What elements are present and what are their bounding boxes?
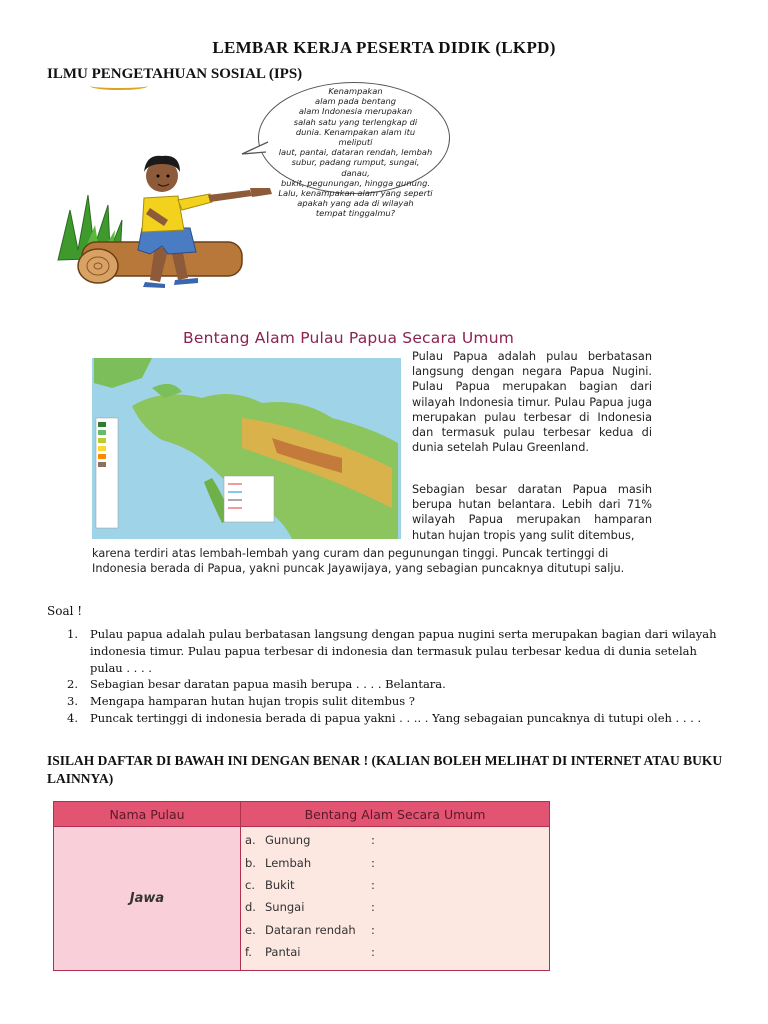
feature-colon: : — [371, 877, 375, 892]
book-excerpt-paragraph-2b: karena terdiri atas lembah-lembah yang curam dan pegunungan tinggi. Puncak tertinggi di Indonesia berada di Papua, yakni puncak Jayawijaya, yang sebagian puncaknya ditutupi salju. — [92, 547, 625, 576]
table-instruction: ISILAH DAFTAR DI BAWAH INI DENGAN BENAR ! (KALIAN BOLEH MELIHAT DI INTERNET ATAU BUKU LAINNYA) — [47, 753, 723, 786]
feature-letter: f. — [245, 945, 252, 960]
bubble-line: apakah yang ada di wilayah — [297, 198, 414, 209]
feature-colon: : — [371, 900, 375, 915]
speech-bubble-text — [278, 86, 433, 219]
boy-sitting-on-log-illustration — [50, 150, 285, 300]
question-number: 3. — [67, 694, 78, 709]
bubble-line: bukit, pegunungan, hingga gunung. — [281, 177, 430, 188]
feature-row[interactable] — [245, 941, 549, 963]
bubble-line: Kenampakan — [328, 86, 383, 96]
question-number: 1. — [67, 627, 78, 641]
feature-colon: : — [371, 833, 375, 848]
feature-row[interactable] — [245, 851, 549, 873]
feature-name: Gunung — [265, 833, 311, 848]
table-header-landscape: Bentang Alam Secara Umum — [241, 802, 550, 827]
feature-name: Dataran rendah — [265, 922, 356, 937]
feature-letter: d. — [245, 900, 256, 915]
handwritten-underline — [90, 82, 148, 90]
bubble-line: dunia. Kenampakan alam itu meliputi — [295, 126, 416, 148]
landscape-table — [53, 801, 550, 971]
feature-row[interactable] — [245, 829, 549, 851]
question-item — [47, 626, 727, 676]
island-name-cell: Jawa — [54, 827, 241, 971]
papua-map-image — [92, 358, 401, 539]
question-text: Puncak tertinggi di indonesia berada di papua yakni . . .. . Yang sebagaian puncaknya di tutupi oleh . . . . — [90, 710, 702, 725]
feature-name: Sungai — [265, 900, 305, 915]
book-excerpt-heading: Bentang Alam Pulau Papua Secara Umum — [183, 329, 515, 347]
question-item — [47, 710, 727, 727]
questions-label: Soal ! — [47, 604, 83, 618]
bubble-line: laut, pantai, dataran rendah, lembah — [278, 147, 433, 158]
question-item — [47, 676, 727, 693]
bubble-line: tempat tinggalmu? — [315, 208, 396, 219]
question-list — [47, 626, 727, 727]
bubble-line: Lalu, kenampakan alam yang seperti — [278, 188, 433, 199]
feature-letter: c. — [245, 877, 255, 892]
feature-colon: : — [371, 945, 375, 960]
feature-name: Bukit — [265, 877, 295, 892]
question-number: 2. — [67, 677, 78, 692]
question-item — [47, 693, 727, 710]
feature-row[interactable] — [245, 919, 549, 941]
question-text: Sebagian besar daratan papua masih berupa . . . . Belantara. — [90, 677, 446, 692]
feature-letter: e. — [245, 922, 256, 937]
feature-row[interactable] — [245, 874, 549, 896]
book-excerpt-paragraph-1: Pulau Papua adalah pulau berbatasan langsung dengan negara Papua Nugini. Pulau Papua merupakan bagian dari wilayah Indonesia timur. Pulau Papua juga merupakan pulau terbesar di Indonesia dan termasuk pulau terbesar kedua di dunia setelah Pulau Greenland. — [412, 350, 652, 455]
book-excerpt-paragraph-2a: Sebagian besar daratan Papua masih berupa hutan belantara. Lebih dari 71% wilayah Papua merupakan hamparan hutan hujan tropis yang sulit ditembus, — [412, 483, 652, 542]
question-text: Pulau papua adalah pulau berbatasan langsung dengan papua nugini serta merupakan bagian dari wilayah indonesia timur. Pulau papua terbesar di indonesia dan termasuk pulau terbesar kedua di dunia setelah pulau . . . . — [90, 627, 717, 675]
feature-name: Pantai — [265, 945, 301, 960]
subject-label: ILMU PENGETAHUAN SOSIAL (IPS) — [47, 66, 303, 82]
feature-letter: b. — [245, 855, 256, 870]
feature-row[interactable] — [245, 896, 549, 918]
feature-colon: : — [371, 922, 375, 937]
landscape-features-cell[interactable] — [241, 827, 550, 971]
question-number: 4. — [67, 710, 78, 725]
bubble-line: alam Indonesia merupakan — [298, 106, 413, 117]
page-title: LEMBAR KERJA PESERTA DIDIK (LKPD) — [212, 38, 556, 57]
question-text: Mengapa hamparan hutan hujan tropis sulit ditembus ? — [90, 694, 415, 709]
bubble-line: subur, padang rumput, sungai, danau, — [291, 157, 420, 178]
bubble-line: alam pada bentang — [314, 96, 397, 107]
feature-letter: a. — [245, 833, 256, 848]
bubble-line: salah satu yang terlengkap di — [293, 116, 418, 127]
feature-name: Lembah — [265, 855, 312, 870]
table-header-island: Nama Pulau — [54, 802, 241, 827]
feature-colon: : — [371, 855, 375, 870]
